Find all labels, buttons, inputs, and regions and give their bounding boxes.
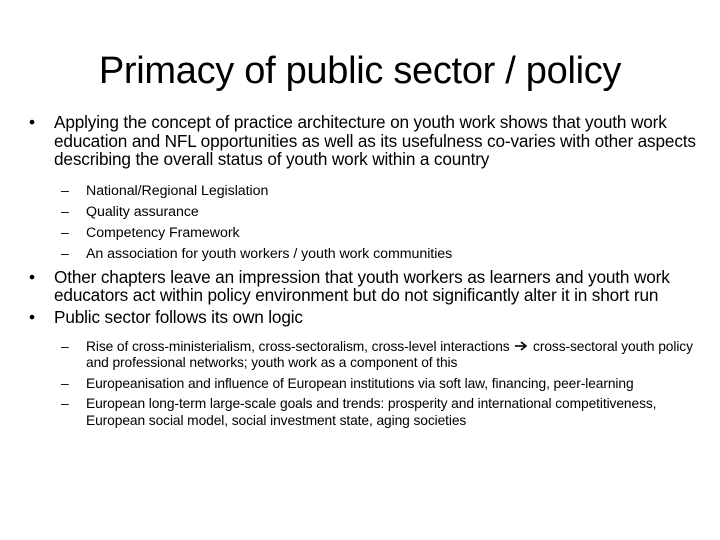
sub-bullet-text-before-arrow: Rise of cross-ministerialism, cross-sectoralism, cross-level interactions: [86, 338, 510, 354]
dash-icon: –: [61, 203, 69, 220]
dash-icon: –: [61, 182, 69, 199]
sub-bullet-item: [61, 203, 706, 221]
sub-bullet-item: [61, 375, 706, 393]
sub-bullet-item: [61, 182, 706, 200]
bullet-text: Other chapters leave an impression that youth workers as learners and youth work educators act within policy environment but do not significantly alter it in short run: [54, 266, 670, 306]
dash-icon: –: [61, 338, 69, 354]
bullet-icon: •: [29, 266, 35, 287]
sub-bullet-item: [61, 338, 706, 372]
bullet-icon: •: [29, 112, 35, 132]
sub-bullet-text-after-arrow: cross-sectoral youth policy and professional networks; youth work as a component of this: [86, 338, 693, 371]
bullet-item: [29, 112, 714, 170]
sub-bullet-text: An association for youth workers / youth work communities: [86, 245, 453, 262]
dash-icon: –: [61, 224, 69, 241]
sub-bullet-text: Competency Framework: [86, 224, 240, 241]
bullet-item: [29, 266, 714, 306]
slide-body: [0, 113, 720, 429]
sub-bullet-text: European long-term large-scale goals and trends: prosperity and international competitiveness, European social model, social investment state, aging societies: [86, 396, 657, 428]
sub-bullet-text: National/Regional Legislation: [86, 182, 269, 199]
bullet-text: Public sector follows its own logic: [54, 306, 303, 327]
slide-title: Primacy of public sector / policy: [98, 50, 622, 92]
sub-bullet-text: Europeanisation and influence of European institutions via soft law, financing, peer-learning: [86, 375, 634, 391]
bullet-text: Applying the concept of practice architecture on youth work shows that youth work education and NFL opportunities as well as its usefulness co-varies with other aspects describing the overall status of youth work within a country: [54, 112, 696, 170]
dash-icon: –: [61, 375, 69, 391]
right-arrow-icon: [514, 340, 528, 352]
bullet-item: [29, 306, 714, 327]
sub-bullet-item: [61, 245, 706, 263]
sub-bullet-item: [61, 224, 706, 242]
sub-bullet-text: Quality assurance: [86, 203, 199, 220]
bullet-icon: •: [29, 306, 35, 327]
sub-bullet-item: [61, 396, 706, 429]
dash-icon: –: [61, 245, 69, 262]
dash-icon: –: [61, 396, 69, 412]
